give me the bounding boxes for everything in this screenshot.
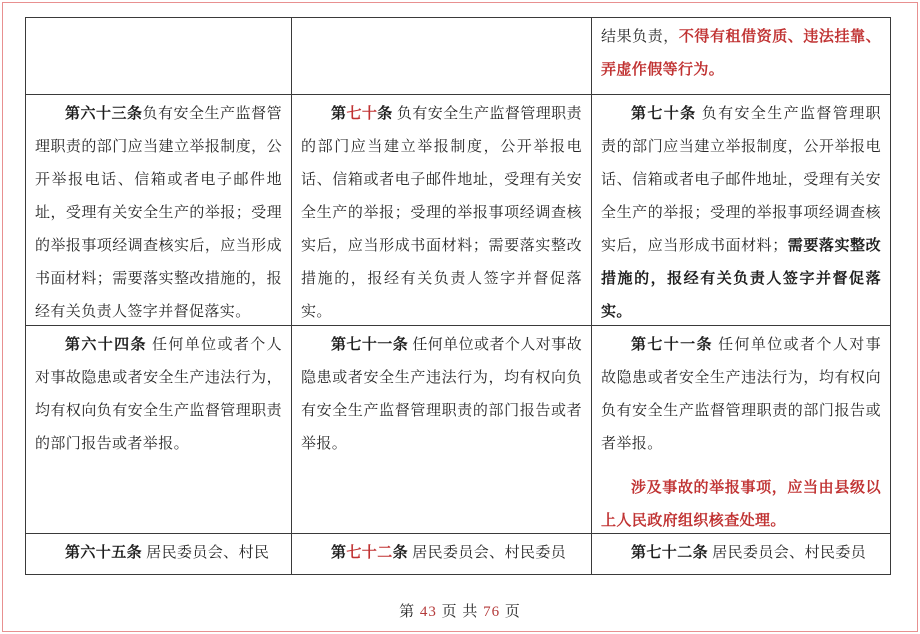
table-cell-col2 (291, 326, 592, 533)
table-cell-col2 (291, 18, 592, 94)
text-segment: 第 (331, 106, 347, 122)
paragraph (301, 537, 582, 570)
table-cell-col3 (592, 534, 890, 574)
table-cell-col2 (291, 95, 592, 325)
text-segment: 居民委员会、村民 (142, 545, 270, 561)
table-row (26, 326, 890, 534)
paragraph (601, 329, 881, 461)
table-cell-col3 (592, 95, 890, 325)
paragraph (35, 329, 282, 461)
text-segment: 条 (377, 106, 393, 122)
text-segment: 76 (483, 604, 501, 620)
text-segment: 七十 (346, 106, 378, 122)
paragraph (601, 472, 881, 533)
paragraph (35, 537, 282, 570)
paragraph (35, 98, 282, 325)
table-cell-col3 (592, 18, 890, 94)
text-segment: 第 (331, 545, 347, 561)
text-segment: 第七十一条 (331, 337, 409, 353)
paragraph (601, 537, 881, 570)
text-segment: 页 (500, 604, 521, 620)
table-row (26, 18, 890, 95)
paragraph (301, 98, 582, 325)
paragraph (601, 21, 881, 87)
text-segment: 43 (419, 604, 437, 620)
text-segment: 第七十一条 (631, 337, 713, 353)
table-cell-col3 (592, 326, 890, 533)
text-segment: 任何单位或者个人对事故隐患或者安全生产违法行为，均有权向负有安全生产监督管理职责的部门报告或者举报。 (301, 337, 582, 452)
text-segment: 七十二 (346, 545, 393, 561)
text-segment: 居民委员会、村民委员 (708, 545, 867, 561)
table-cell-col1 (26, 534, 291, 574)
text-segment: 居民委员会、村民委员 (408, 545, 567, 561)
text-segment: 第七十条 (631, 106, 697, 122)
table-row (26, 95, 890, 326)
paragraph (601, 98, 881, 325)
text-segment: 需要落实整改措施的，报经有关负责人签字并督促落实。 (601, 238, 881, 320)
text-segment: 涉及事故的举报事项，应当由县级以上人民政府组织核查处理。 (601, 480, 881, 529)
text-segment: 负有安全生产监督管理职责的部门应当建立举报制度，公开举报电话、信箱或者电子邮件地址，受理有关安全生产的举报；受理的举报事项经调查核实后，应当形成书面材料；需要落实整改措施的，报经有关负责人签字并督促落实。 (301, 106, 583, 320)
table-cell-col1 (26, 95, 291, 325)
text-segment: 第七十二条 (631, 545, 709, 561)
law-comparison-table (25, 17, 891, 575)
text-segment: 任何单位或者个人对事故隐患或者安全生产违法行为，均有权向负有安全生产监督管理职责的部门报告或者举报。 (601, 337, 881, 452)
text-segment: 结果负责， (601, 29, 679, 45)
text-segment: 负有安全生产监督管理职责的部门应当建立举报制度，公开举报电话、信箱或者电子邮件地址，受理有关安全生产的举报；受理的举报事项经调查核实后，应当形成书面材料； (601, 106, 881, 254)
page-number (0, 597, 920, 627)
paragraph (399, 604, 521, 620)
text-segment: 第六十四条 (65, 337, 147, 353)
text-segment: 任何单位或者个人对事故隐患或者安全生产违法行为，均有权向负有安全生产监督管理职责的部门报告或者举报。 (35, 337, 282, 452)
text-segment: 第六十三条 (65, 106, 143, 122)
text-segment: 第 (399, 604, 420, 620)
text-segment: 第六十五条 (65, 545, 143, 561)
paragraph (301, 329, 582, 461)
text-segment: 页 共 (436, 604, 484, 620)
text-segment: 条 (392, 545, 409, 561)
table-cell-col1 (26, 18, 291, 94)
text-segment: 不得有租借资质、违法挂靠、弄虚作假等行为。 (601, 29, 881, 78)
table-row (26, 534, 890, 574)
table-cell-col2 (291, 534, 592, 574)
table-cell-col1 (26, 326, 291, 533)
text-segment: 负有安全生产监督管理职责的部门应当建立举报制度，公开举报电话、信箱或者电子邮件地址，受理有关安全生产的举报；受理的举报事项经调查核实后，应当形成书面材料；需要落实整改措施的，报经有关负责人签字并督促落实。 (35, 106, 282, 320)
